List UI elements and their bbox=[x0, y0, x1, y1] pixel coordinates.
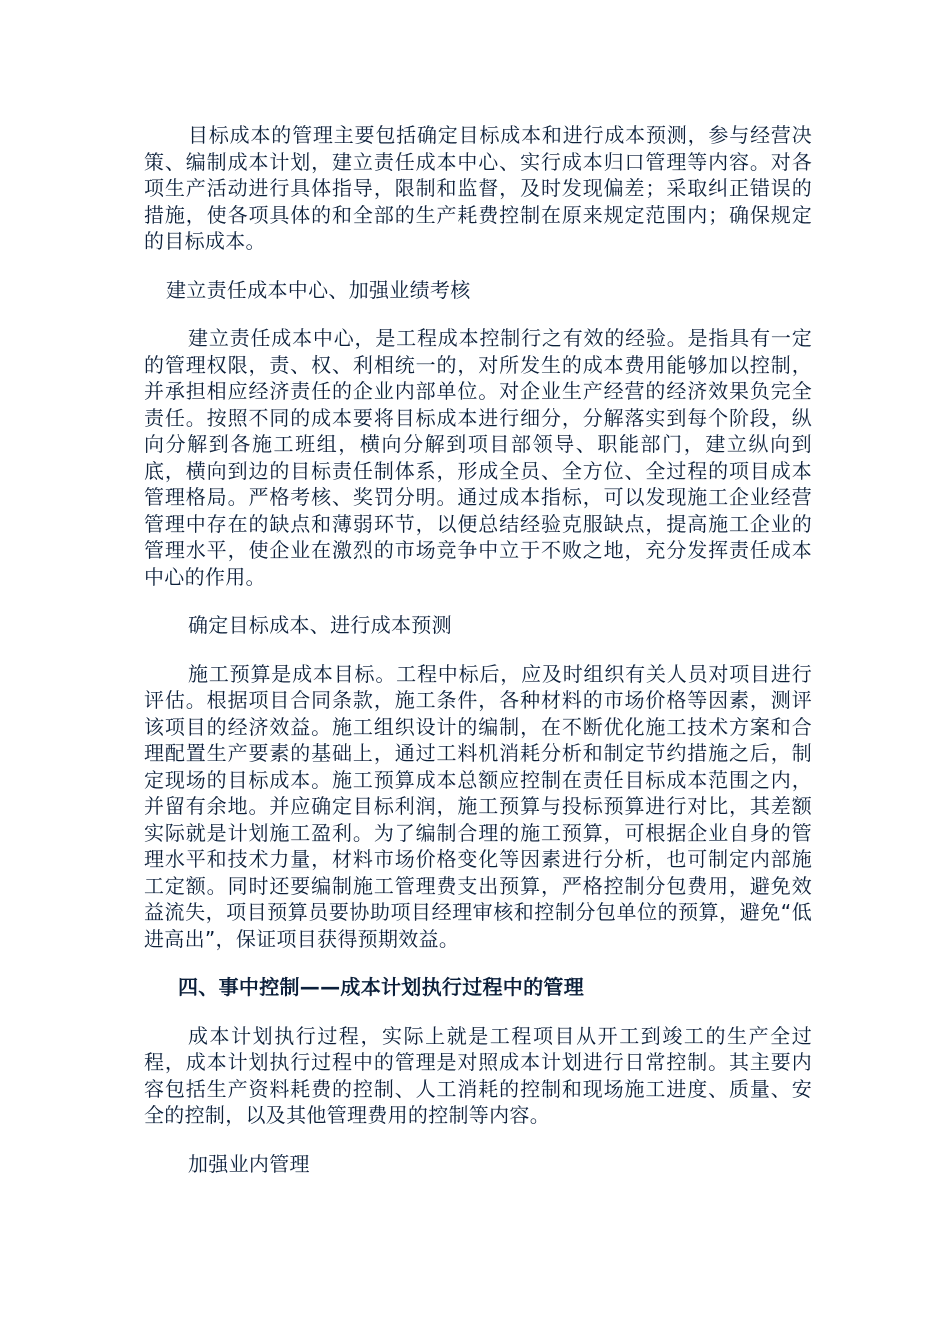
paragraph-construction-budget: 施工预算是成本目标。工程中标后，应及时组织有关人员对项目进行评估。根据项目合同条款，施工条件，各种材料的市场价格等因素，测评该项目的经济效益。施工组织设计的编制，在不断优化施工技术方案和合理配置生产要素的基础上，通过工料机消耗分析和制定节约措施之后，制定现场的目标成本。施工预算成本总额应控制在责任目标成本范围之内，并留有余地。并应确定目标利润，施工预算与投标预算进行对比，其差额实际就是计划施工盈利。为了编制合理的施工预算，可根据企业自身的管理水平和技术力量，材料市场价格变化等因素进行分析，也可制定内部施工定额。同时还要编制施工管理费支出预算，严格控制分包费用，避免效益流失，项目预算员要协助项目经理审核和控制分包单位的预算，避免“低进高出”，保证项目获得预期效益。 bbox=[144, 661, 812, 951]
heading-internal-management: 加强业内管理 bbox=[188, 1151, 310, 1176]
section-heading-in-process-control: 四、事中控制——成本计划执行过程中的管理 bbox=[178, 975, 584, 999]
paragraph-cost-plan-execution: 成本计划执行过程，实际上就是工程项目从开工到竣工的生产全过程，成本计划执行过程中的管理是对照成本计划进行日常控制。其主要内容包括生产资料耗费的控制、人工消耗的控制和现场施工进度、质量、安全的控制，以及其他管理费用的控制等内容。 bbox=[144, 1023, 812, 1127]
heading-cost-forecast: 确定目标成本、进行成本预测 bbox=[188, 613, 452, 637]
heading-responsibility-cost-center: 建立责任成本中心、加强业绩考核 bbox=[166, 277, 471, 302]
paragraph-responsibility-cost-center: 建立责任成本中心，是工程成本控制行之有效的经验。是指具有一定的管理权限，责、权、利相统一的，对所发生的成本费用能够加以控制，并承担相应经济责任的企业内部单位。对企业生产经营的经济效果负完全责任。按照不同的成本要将目标成本进行细分，分解落实到每个阶段，纵向分解到各施工班组，横向分解到项目部领导、职能部门，建立纵向到底，横向到边的目标责任制体系，形成全员、全方位、全过程的项目成本管理格局。严格考核、奖罚分明。通过成本指标，可以发现施工企业经营管理中存在的缺点和薄弱环节，以便总结经验克服缺点，提高施工企业的管理水平，使企业在激烈的市场竞争中立于不败之地，充分发挥责任成本中心的作用。 bbox=[144, 326, 812, 589]
document-body bbox=[144, 122, 812, 1199]
paragraph-target-cost-management: 目标成本的管理主要包括确定目标成本和进行成本预测，参与经营决策、编制成本计划，建立责任成本中心、实行成本归口管理等内容。对各项生产活动进行具体指导，限制和监督，及时发现偏差；采取纠正错误的措施，使各项具体的和全部的生产耗费控制在原来规定范围内；确保规定的目标成本。 bbox=[144, 123, 812, 253]
